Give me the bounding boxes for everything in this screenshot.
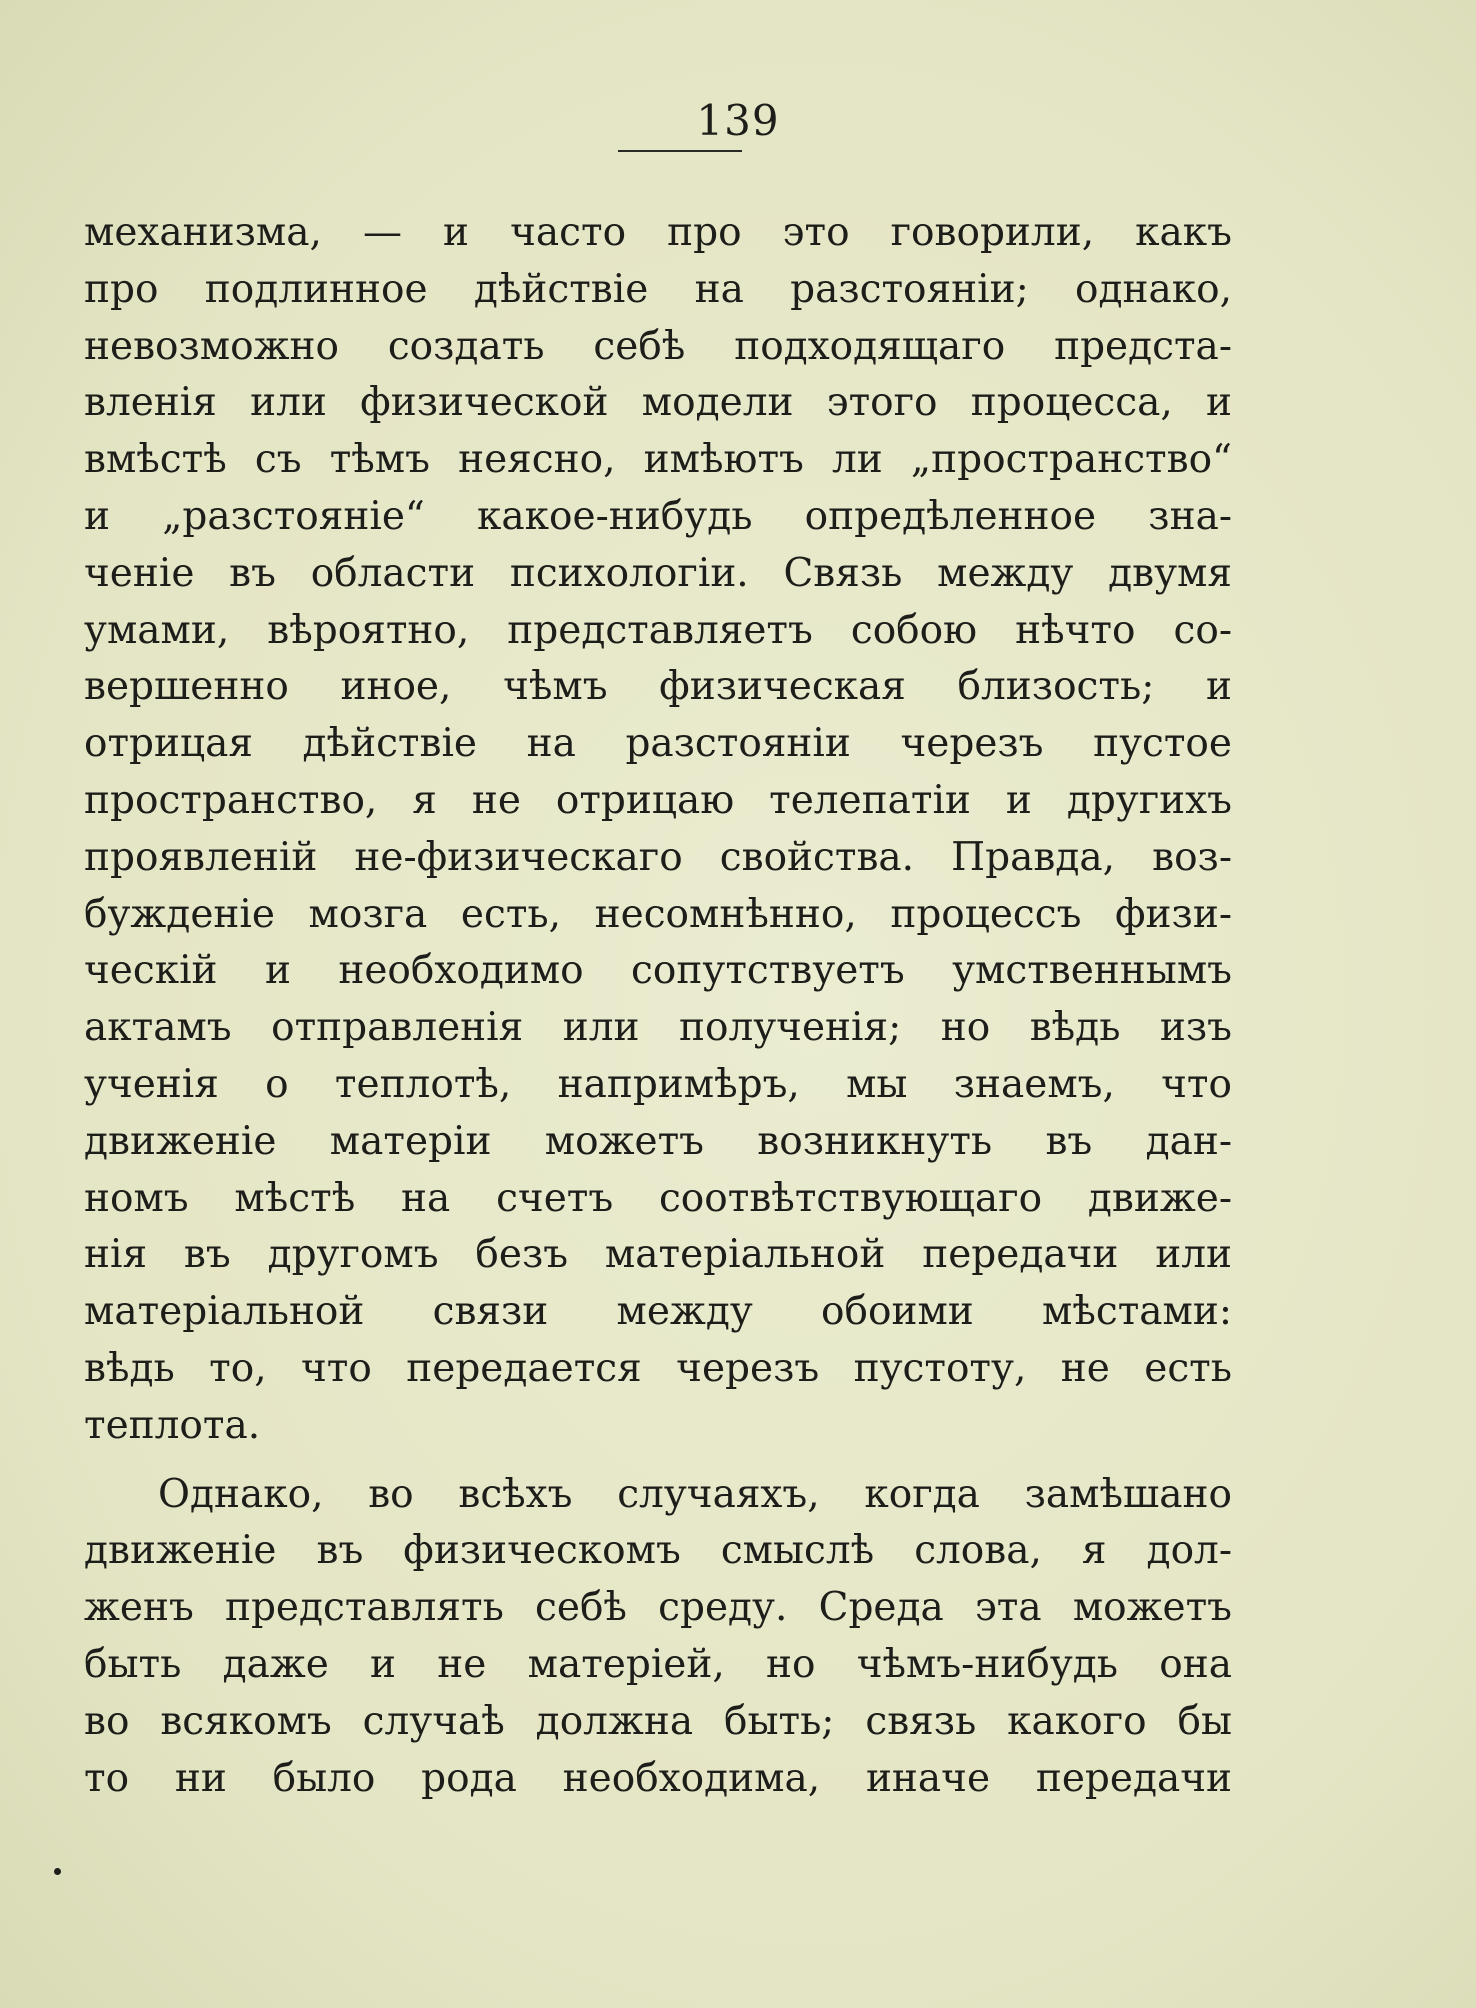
page-number: 139 [696, 96, 780, 145]
text-line: умами, вѣроятно, представляетъ собою нѣчто со- [84, 607, 1232, 653]
paragraph-gap [84, 1455, 1232, 1467]
text-line: актамъ отправленія или полученія; но вѣдь изъ [84, 1005, 1232, 1051]
text-line: вленія или физической модели этого процесса, и [84, 380, 1232, 426]
text-line: номъ мѣстѣ на счетъ соотвѣтствующаго движе- [84, 1175, 1232, 1221]
text-line: вершенно иное, чѣмъ физическая близость; и [84, 664, 1232, 710]
body-text [84, 205, 1232, 1807]
text-line: матеріальной связи между обоими мѣстами: [84, 1289, 1232, 1335]
page-number-rule [618, 150, 742, 152]
text-line: то ни было рода необходима, иначе передачи [84, 1755, 1232, 1801]
text-line: быть даже и не матеріей, но чѣмъ-нибудь она [84, 1641, 1232, 1687]
text-line: вѣдь то, что передается черезъ пустоту, не есть [84, 1345, 1232, 1391]
text-line: ческій и необходимо сопутствуетъ умственнымъ [84, 948, 1232, 994]
text-line: невозможно создать себѣ подходящаго предста- [84, 323, 1232, 369]
text-line: ченіе въ области психологіи. Связь между двумя [84, 550, 1232, 596]
text-line: ученія о теплотѣ, напримѣръ, мы знаемъ, что [84, 1061, 1232, 1107]
text-line: движеніе матеріи можетъ возникнуть въ дан- [84, 1118, 1232, 1164]
text-line: бужденіе мозга есть, несомнѣнно, процессъ физи- [84, 891, 1232, 937]
text-line: женъ представлять себѣ среду. Среда эта можетъ [84, 1585, 1232, 1631]
text-line: отрицая дѣйствіе на разстояніи черезъ пустое [84, 721, 1232, 767]
text-line: вмѣстѣ съ тѣмъ неясно, имѣютъ ли „пространство“ [84, 437, 1232, 483]
text-line: Однако, во всѣхъ случаяхъ, когда замѣшано [158, 1471, 1232, 1517]
text-line: проявленій не-физическаго свойства. Правда, воз- [84, 834, 1232, 880]
text-line: во всякомъ случаѣ должна быть; связь какого бы [84, 1698, 1232, 1744]
text-line: механизма, — и часто про это говорили, какъ [84, 210, 1232, 255]
ink-speck [54, 1868, 61, 1875]
text-line: теплота. [84, 1402, 261, 1448]
text-line: про подлинное дѣйствіе на разстояніи; однако, [84, 266, 1232, 312]
text-line: движеніе въ физическомъ смыслѣ слова, я дол- [84, 1528, 1232, 1574]
text-line: и „разстояніе“ какое-нибудь опредѣленное зна- [84, 493, 1232, 539]
text-line: пространство, я не отрицаю телепатіи и другихъ [84, 777, 1232, 823]
text-line: нія въ другомъ безъ матеріальной передачи или [84, 1232, 1232, 1278]
